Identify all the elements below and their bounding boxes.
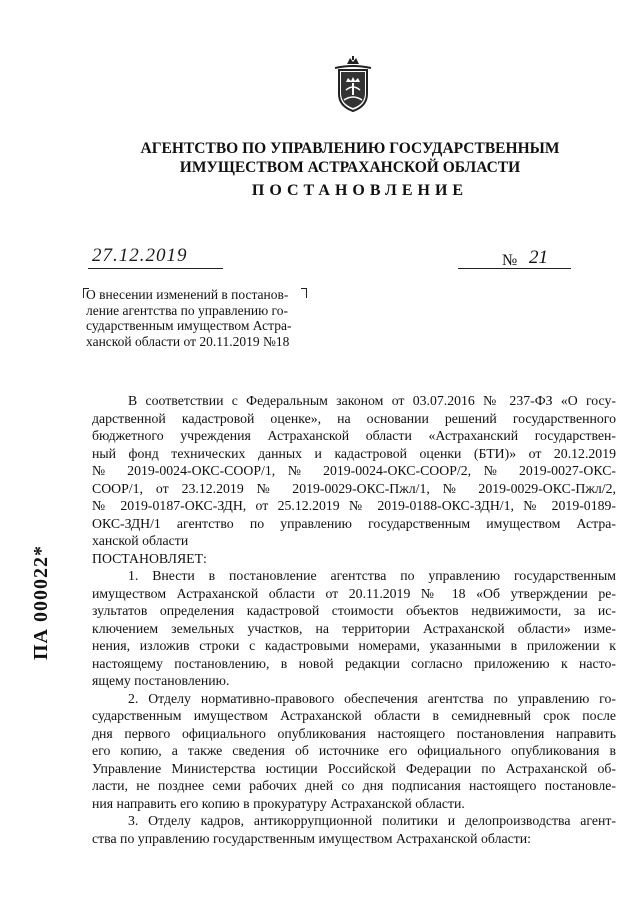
body-line: зультатов определения кадастровой стоимости объектов недвижимости, за ис-	[92, 603, 616, 618]
body-line: ОКС-ЗДН/1 агентство по управлению государственным имуществом Астра-	[92, 515, 616, 531]
astrakhan-coat-of-arms-icon	[333, 56, 373, 112]
body-line: № 2019-0024-ОКС-СООР/1, № 2019-0024-ОКС-СООР/2, № 2019-0027-ОКС-	[92, 463, 616, 478]
body-line: ханской области	[92, 533, 189, 548]
document-number: 21	[529, 247, 548, 268]
subject-line: О внесении изменений в постанов-	[86, 287, 289, 302]
body-line: имуществом Астраханской области от 20.11.2019 № 18 «Об утверждении ре-	[92, 585, 616, 601]
subject-line: ханской области от 20.11.2019 №18	[86, 333, 290, 349]
body-line: ства по управлению государственным имуществом Астраханской области:	[92, 830, 531, 846]
document-subject	[86, 287, 306, 349]
body-line: 1. Внести в постановление агентства по управлению государственным	[128, 568, 616, 583]
body-line: ный фонд технических данных и кадастровой оценки (БТИ)» от 20.12.2019	[92, 445, 616, 461]
agency-name-line1: АГЕНТСТВО ПО УПРАВЛЕНИЮ ГОСУДАРСТВЕННЫМ	[140, 140, 560, 157]
body-line: бюджетного учреждения Астраханской области «Астраханский государствен-	[92, 428, 616, 443]
date-underline	[88, 268, 223, 269]
body-line: ключением земельных участков, на территории Астраханской области» изме-	[92, 620, 616, 636]
body-line: СООР/1, от 23.12.2019 № 2019-0029-ОКС-Пжл/1, № 2019-0029-ОКС-Пжл/2,	[92, 480, 616, 496]
number-underline	[458, 268, 571, 269]
body-line: нения, изложив строки с кадастровыми номерами, указанными в приложении к	[92, 638, 616, 653]
document-body	[92, 392, 616, 847]
body-line: ящему постановлению.	[92, 673, 230, 688]
body-line: Управление Министерства юстиции Российской Федерации по Астраханской об-	[92, 760, 616, 776]
body-line: № 2019-0187-ОКС-ЗДН, от 25.12.2019 № 2019-0188-ОКС-ЗДН/1, № 2019-0189-	[92, 498, 616, 513]
document-type: ПОСТАНОВЛЕНИЕ	[251, 182, 469, 199]
serial-number-stamp: ПА 000022*	[30, 545, 52, 660]
agency-name-line2: ИМУЩЕСТВОМ АСТРАХАНСКОЙ ОБЛАСТИ	[179, 159, 521, 176]
resolution-heading: ПОСТАНОВЛЯЕТ:	[92, 550, 207, 566]
document-date: 27.12.2019	[92, 245, 188, 266]
body-line: настоящему постановлению, в новой редакции согласно приложению к насто-	[92, 655, 616, 671]
body-line: 3. Отделу кадров, антикоррупционной политики и делопроизводства агент-	[128, 813, 616, 828]
body-line: его копию, а также сведения об источнике его официального опубликования в	[92, 743, 616, 758]
body-line: сударственным имуществом Астраханской области в семидневный срок после	[92, 708, 616, 723]
number-label: №	[502, 252, 518, 269]
body-line: В соответствии с Федеральным законом от 03.07.2016 № 237-ФЗ «О госу-	[128, 393, 616, 408]
body-line: дня первого официального опубликования настоящего постановления направить	[92, 725, 616, 741]
subject-line: сударственным имуществом Астра-	[86, 318, 292, 333]
body-line: дарственной кадастровой оценке», на основании решений государственного	[92, 410, 616, 426]
body-line: ласти, не позднее семи рабочих дней со дня подписания настоящего постановле-	[92, 778, 616, 793]
body-line: ния направить его копию в прокуратуру Астраханской области.	[92, 795, 465, 811]
subject-line: ление агентства по управлению го-	[86, 302, 288, 318]
body-line: 2. Отделу нормативно-правового обеспечения агентства по управлению го-	[128, 690, 616, 706]
